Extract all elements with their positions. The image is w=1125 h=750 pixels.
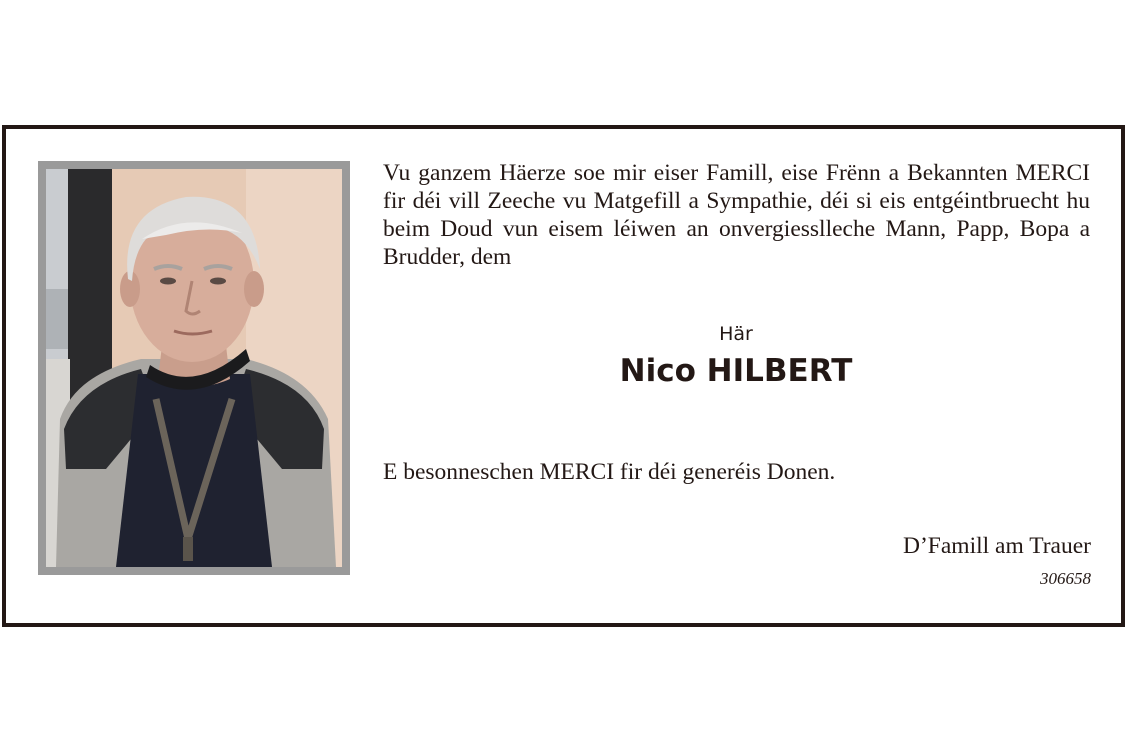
portrait-illustration [46,169,342,567]
salutation: Här [719,323,753,345]
reference-number: 306658 [1040,569,1091,588]
signature: D’Famill am Trauer [903,533,1091,559]
intro-paragraph: Vu ganzem Häerze soe mir eiser Famill, eise Frënn a Bekannten MERCI fir déi vill Zeeche vu Matgefill a Sympathie, déi si eis entgéintbruecht hu beim Doud vun eisem léiwen an onvergiesslleche Mann, Papp, Bopa a Brudder, dem [383,160,1090,270]
portrait-photo [46,169,342,567]
deceased-name: Nico HILBERT [619,353,853,389]
obituary-notice [2,125,1125,627]
portrait-frame [38,161,350,575]
thanks-line: E besonneschen MERCI fir déi generéis Donen. [383,459,836,485]
